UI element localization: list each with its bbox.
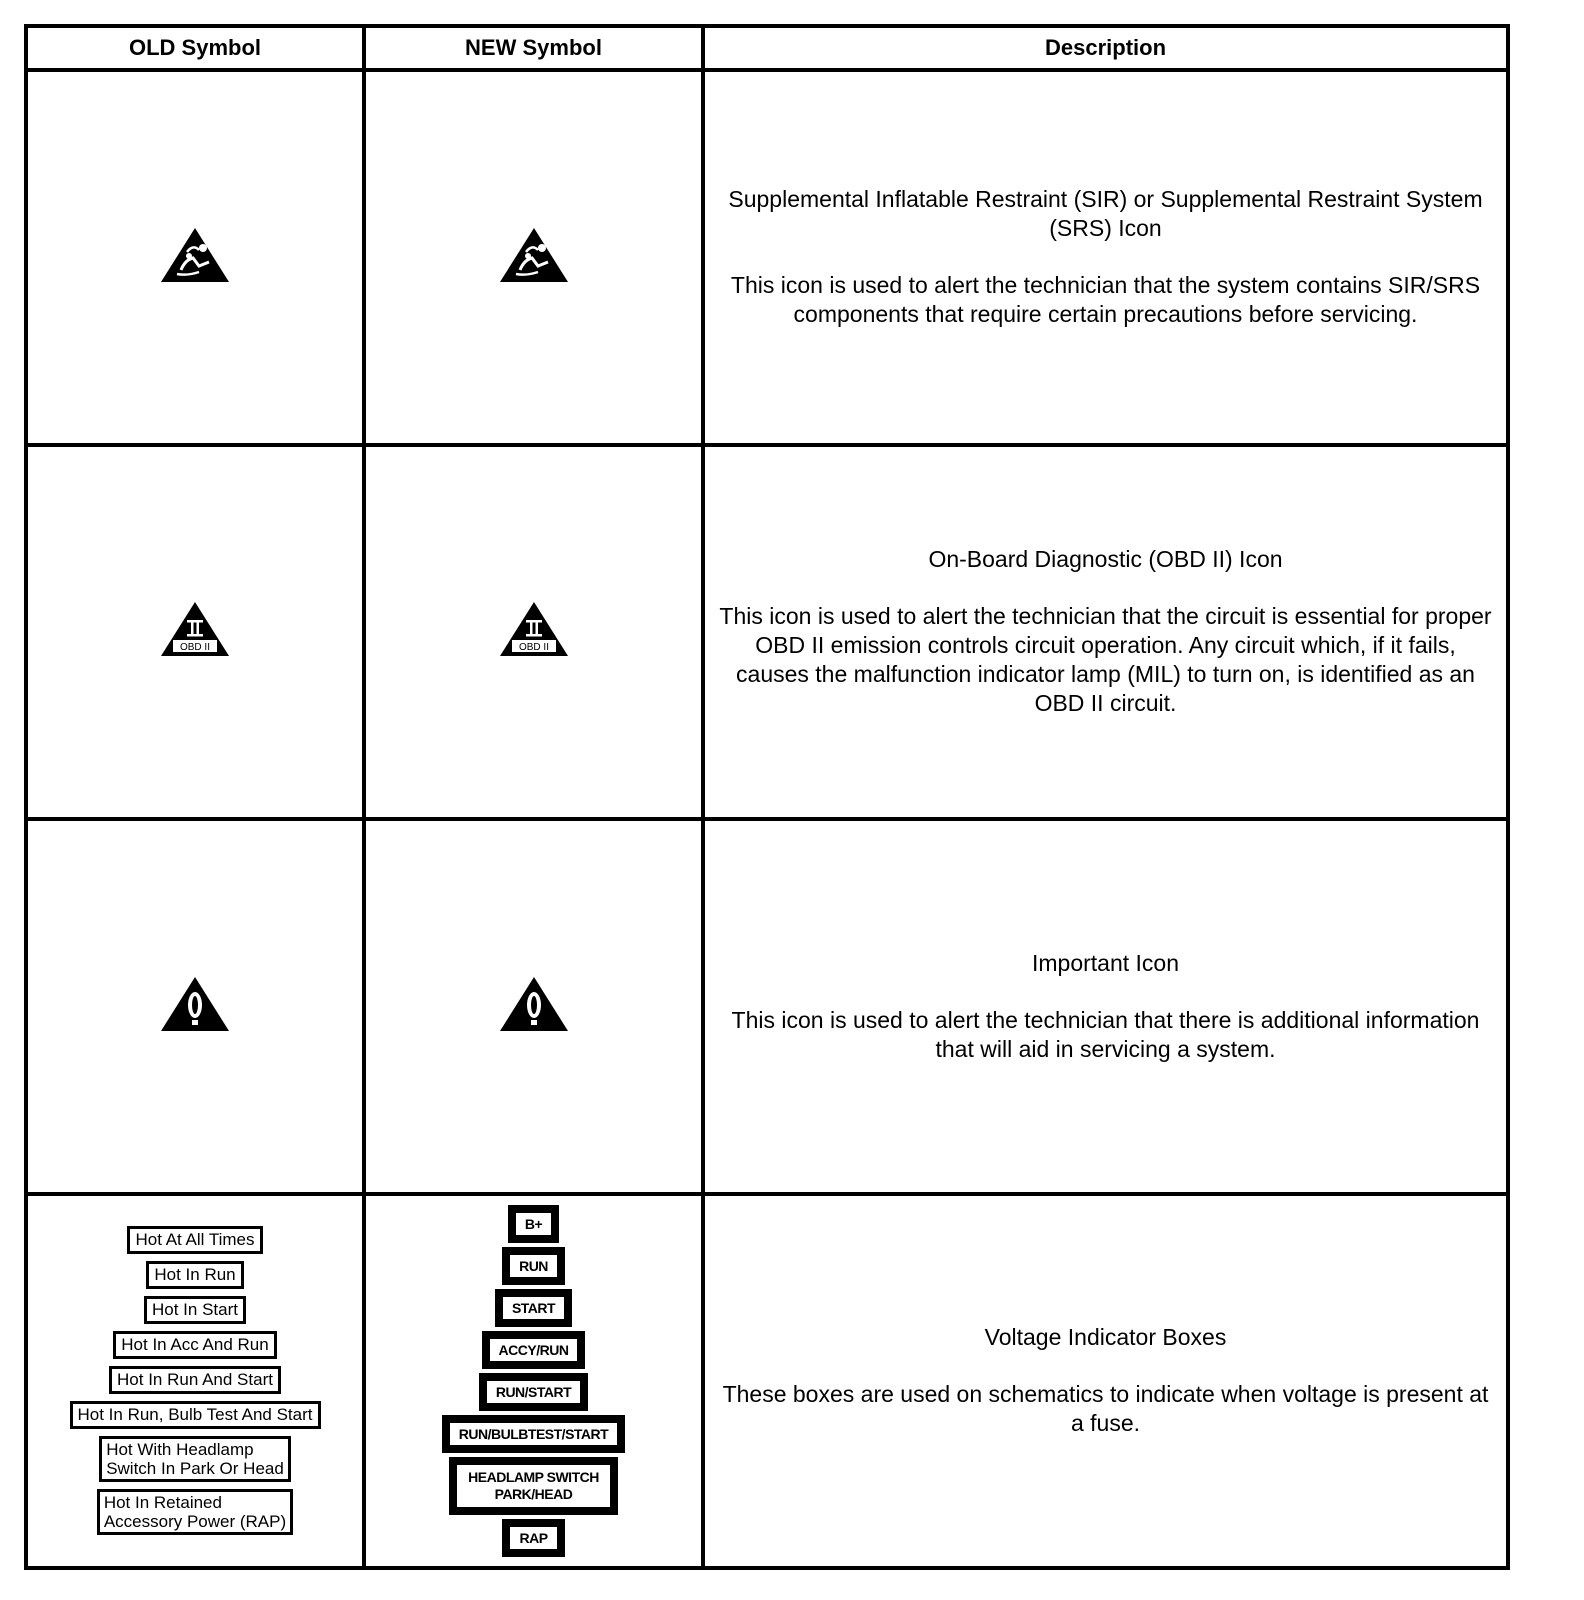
new-voltage-box-label: START bbox=[503, 1297, 564, 1319]
symbol-table bbox=[24, 24, 1510, 1570]
new-voltage-box bbox=[442, 1415, 625, 1453]
old-voltage-box-line: Hot With Headlamp bbox=[106, 1440, 254, 1460]
new-voltage-box-label: B+ bbox=[516, 1213, 551, 1235]
new-voltage-box bbox=[502, 1519, 564, 1557]
new-voltage-box-label: ACCY/RUN bbox=[490, 1339, 578, 1361]
obd-icon-label: OBD II bbox=[518, 642, 549, 654]
old-voltage-box: Hot In Start bbox=[144, 1296, 246, 1324]
description-cell bbox=[703, 70, 1508, 445]
new-voltage-box-label: RUN/BULBTEST/START bbox=[450, 1423, 617, 1445]
important-exclamation-triangle-icon bbox=[159, 975, 231, 1038]
description-title: Important Icon bbox=[1031, 949, 1180, 976]
header-description: Description bbox=[703, 26, 1508, 70]
old-voltage-box-line: Hot In Retained bbox=[103, 1493, 222, 1513]
new-voltage-box-label: RAP bbox=[510, 1527, 556, 1549]
new-voltage-box bbox=[482, 1331, 586, 1369]
new-voltage-box-label: RUN/START bbox=[487, 1381, 580, 1403]
table-row bbox=[26, 1194, 1508, 1569]
description-body: This icon is used to alert the technician that there is additional information that will aid in servicing a system. bbox=[731, 1006, 1480, 1062]
obd-icon-label: OBD II bbox=[179, 642, 211, 654]
new-voltage-box-label: RUN bbox=[510, 1255, 557, 1277]
description-title: Voltage Indicator Boxes bbox=[984, 1324, 1227, 1351]
description-cell bbox=[703, 819, 1508, 1194]
old-symbol-cell bbox=[26, 70, 364, 445]
description-title: On-Board Diagnostic (OBD II) Icon bbox=[928, 546, 1283, 573]
new-voltage-box-line: HEADLAMP SWITCH bbox=[468, 1468, 599, 1485]
old-voltage-box: Hot In Acc And Run bbox=[113, 1331, 276, 1359]
new-voltage-box bbox=[502, 1247, 565, 1285]
table-row bbox=[26, 70, 1508, 445]
old-symbol-cell bbox=[26, 445, 364, 820]
new-voltage-box-line: PARK/HEAD bbox=[494, 1485, 573, 1502]
table-row bbox=[26, 445, 1508, 820]
header-new-symbol: NEW Symbol bbox=[364, 26, 703, 70]
description-body: These boxes are used on schematics to indicate when voltage is present at a fuse. bbox=[722, 1381, 1489, 1437]
old-voltage-box bbox=[97, 1489, 293, 1535]
description-body: This icon is used to alert the technician that the system contains SIR/SRS components that require certain precautions before servicing. bbox=[730, 272, 1481, 328]
old-voltage-box-line: Accessory Power (RAP) bbox=[103, 1512, 287, 1532]
table-row bbox=[26, 819, 1508, 1194]
new-voltage-box bbox=[495, 1289, 572, 1327]
obd-ii-triangle-icon bbox=[159, 600, 231, 663]
description-cell bbox=[703, 445, 1508, 820]
old-symbol-cell bbox=[26, 1194, 364, 1569]
new-voltage-box bbox=[479, 1373, 588, 1411]
important-exclamation-triangle-icon bbox=[498, 975, 570, 1038]
old-voltage-box-list bbox=[28, 1226, 362, 1535]
new-symbol-cell bbox=[364, 819, 703, 1194]
sir-airbag-triangle-icon bbox=[159, 226, 231, 289]
old-symbol-cell bbox=[26, 819, 364, 1194]
description-title: Supplemental Inflatable Restraint (SIR) or Supplemental Restraint System (SRS) Icon bbox=[728, 186, 1483, 242]
old-voltage-box: Hot In Run bbox=[146, 1261, 243, 1289]
sir-airbag-triangle-icon bbox=[498, 226, 570, 289]
new-symbol-cell bbox=[364, 70, 703, 445]
description-body: This icon is used to alert the technician that the circuit is essential for proper OBD II emission controls circuit operation. Any circuit which, if it fails, causes the malfunction indicator lamp (MIL) to turn on, is identified as an OBD II circuit. bbox=[719, 603, 1492, 717]
old-voltage-box-line: Switch In Park Or Head bbox=[106, 1459, 284, 1479]
old-voltage-box: Hot In Run And Start bbox=[109, 1366, 281, 1394]
description-cell bbox=[703, 1194, 1508, 1569]
old-voltage-box: Hot At All Times bbox=[127, 1226, 262, 1254]
obd-ii-triangle-icon bbox=[498, 600, 570, 663]
header-old-symbol: OLD Symbol bbox=[26, 26, 364, 70]
header-row bbox=[26, 26, 1508, 70]
new-voltage-box-label bbox=[457, 1465, 610, 1507]
new-symbol-cell bbox=[364, 445, 703, 820]
old-voltage-box: Hot In Run, Bulb Test And Start bbox=[70, 1401, 321, 1429]
new-voltage-box bbox=[508, 1205, 559, 1243]
new-symbol-cell bbox=[364, 1194, 703, 1569]
new-voltage-box bbox=[449, 1457, 618, 1515]
new-voltage-box-list bbox=[366, 1205, 701, 1557]
old-voltage-box bbox=[99, 1436, 291, 1482]
